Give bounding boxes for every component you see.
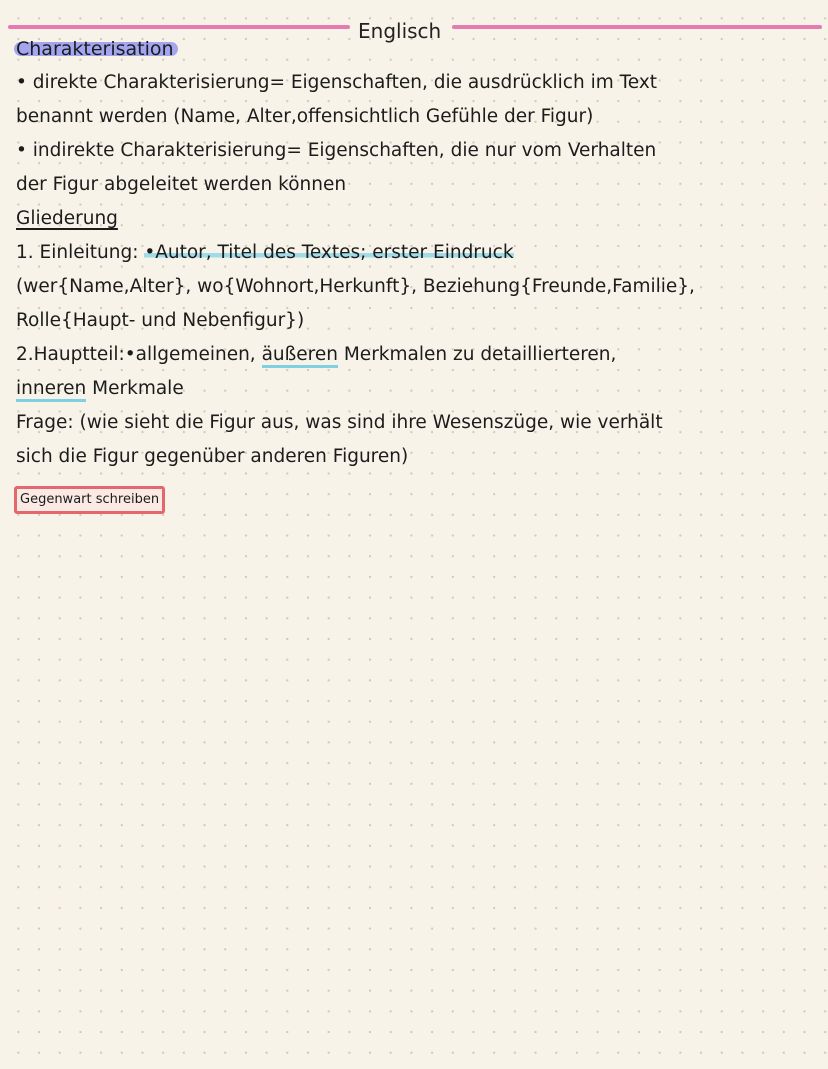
main-prefix: 2.Hauptteil:•allgemeinen,: [16, 344, 262, 365]
intro-highlight: •Autor, Titel des Textes; erster Eindruck: [144, 242, 514, 263]
intro-line-2: (wer{Name,Alter}, wo{Wohnort,Herkunft}, Beziehung{Freunde,Familie},: [16, 276, 695, 297]
direct-characterization-line-2: benannt werden (Name, Alter,offensichtlich Gefühle der Figur): [16, 106, 594, 127]
indirect-characterization-line-2: der Figur abgeleitet werden können: [16, 174, 347, 195]
indirect-characterization-line-1: • indirekte Charakterisierung= Eigenschaften, die nur vom Verhalten: [16, 140, 657, 161]
structure-title-line: [16, 202, 816, 236]
main-line2-suffix: Merkmale: [86, 378, 184, 399]
intro-prefix: 1. Einleitung:: [16, 242, 145, 263]
heading-text: Charakterisation: [16, 38, 174, 60]
section-heading: [16, 32, 174, 66]
header-rule-left: [8, 25, 350, 29]
main-suffix: Merkmalen zu detaillierteren,: [337, 344, 617, 365]
notes-page: [16, 32, 816, 474]
subject-title: Englisch: [358, 19, 442, 43]
main-highlight: äußeren: [262, 344, 338, 368]
question-line-2: sich die Figur gegenüber anderen Figuren): [16, 446, 409, 467]
main-part-line-1: [16, 338, 816, 372]
main-line2-highlight: inneren: [16, 378, 86, 402]
intro-line-3: Rolle{Haupt- und Nebenfigur}): [16, 310, 305, 331]
question-line-1: Frage: (wie sieht die Figur aus, was sind ihre Wesenszüge, wie verhält: [16, 412, 663, 433]
header-rule-right: [452, 25, 822, 29]
present-tense-note: Gegenwart schreiben: [14, 486, 165, 514]
intro-line-1: [16, 236, 816, 270]
structure-title: Gliederung: [16, 208, 118, 229]
main-part-line-2: [16, 372, 816, 406]
direct-characterization-line-1: • direkte Charakterisierung= Eigenschaften, die ausdrücklich im Text: [16, 72, 658, 93]
